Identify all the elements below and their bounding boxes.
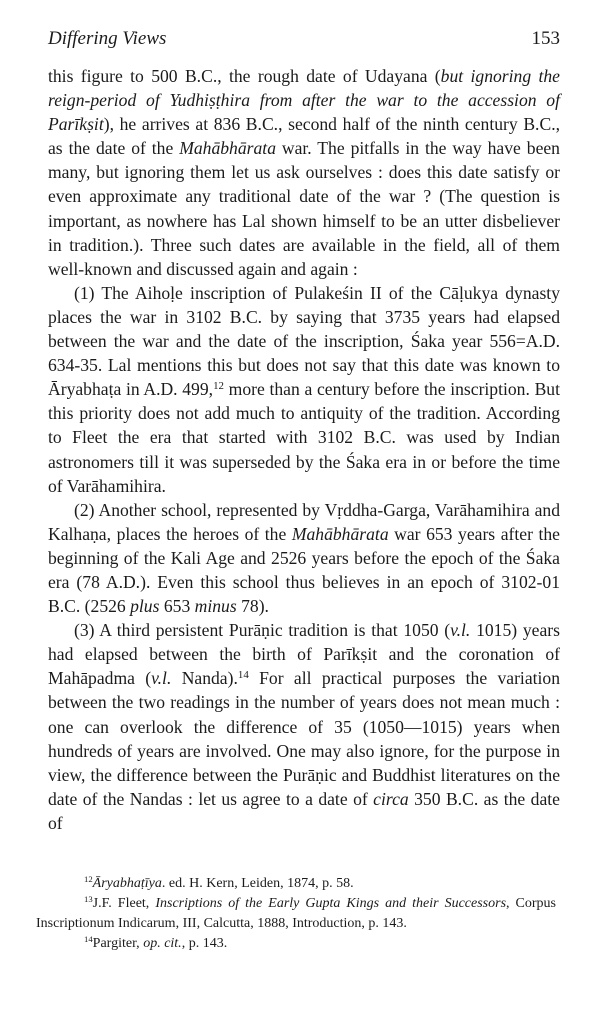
footnote bbox=[36, 874, 556, 894]
text-run: (1) The Aihoḷe inscription of Pulakeśin II of the Cāḷukya dynasty places the war in 3102 B.C. by saying that 3735 years had elapsed between the war and the date of the inscription, Śaka year 556=A.D. 634-35. Lal mentions this but does not say that this date was known to Āryabhaṭa in A.D. 499, bbox=[48, 282, 560, 400]
italic-text: v.l. bbox=[151, 668, 172, 689]
text-run: 350 B.C. as the date of bbox=[48, 788, 560, 833]
italic-text: Inscriptions of the Early Gupta Kings and their Successors bbox=[155, 896, 507, 911]
text-run: war 653 years after the beginning of the Kali Age and 2526 years before the epoch of the Śaka era (78 A.D.). Even this school thus believes in an epoch of 3102-01 B.C. (2526 bbox=[48, 523, 560, 617]
paragraph bbox=[48, 618, 560, 835]
text-run: 78). bbox=[236, 596, 269, 617]
italic-text: but ignoring the reign-period of Yudhiṣṭhira from after the war to the accession of Parīkṣit bbox=[48, 66, 560, 135]
italic-text: Mahābhārata bbox=[179, 138, 276, 159]
text-run: J.F. Fleet, bbox=[92, 896, 156, 911]
page-number: 153 bbox=[531, 28, 560, 49]
text-run: more than a century before the inscription. But this priority does not add much to antiquity of the tradition. According to Fleet the era that started with 3102 B.C. was used by Indian astronomers till it was superseded by the Śaka era in or before the time of Varāhamihira. bbox=[48, 379, 560, 496]
text-run: , p. 143. bbox=[181, 936, 228, 951]
italic-text: minus bbox=[194, 596, 237, 617]
page-header bbox=[48, 24, 560, 52]
footnotes bbox=[36, 874, 556, 954]
note-marker: 14 bbox=[84, 934, 93, 945]
paragraph bbox=[48, 281, 560, 498]
text-run: , Corpus Inscriptionum Indicarum, III, Calcutta, 1888, Introduction, p. 143. bbox=[36, 896, 556, 931]
text-run: Pargiter, bbox=[92, 936, 144, 951]
text-run: ), he arrives at 836 B.C., second half of the ninth century B.C., as the date of the bbox=[48, 114, 560, 159]
note-marker: 14 bbox=[237, 669, 249, 682]
footnote bbox=[36, 934, 556, 954]
italic-text: v.l. bbox=[450, 620, 471, 641]
italic-text: circa bbox=[373, 788, 409, 809]
text-run: Nanda). bbox=[171, 668, 238, 689]
text-run: . ed. H. Kern, Leiden, 1874, p. 58. bbox=[161, 876, 354, 891]
text-run: For all practical purposes the variation between the two readings in the number of years does not mean much : one can overlook the difference of 35 (1050—1015) years when hundreds of years are involved. One may also ignore, for the purpose in view, the difference between the Purāṇic and Buddhist literatures on the date of the Nandas : let us agree to a date of bbox=[48, 668, 561, 809]
text-run: (3) A third persistent Purāṇic tradition is that 1050 ( bbox=[74, 620, 451, 641]
note-marker: 12 bbox=[213, 380, 224, 393]
note-marker: 12 bbox=[84, 874, 93, 885]
note-marker: 13 bbox=[84, 894, 93, 905]
italic-text: Āryabhaṭīya bbox=[92, 876, 162, 891]
text-run: 1015) years had elapsed between the birth of Parīkṣit and the coronation of Mahāpadma ( bbox=[48, 620, 560, 689]
text-run: war. The pitfalls in the way have been many, but ignoring them let us ask ourselves : does this date satisfy or even approximate any traditional date of the war ? (The question is important, as nowhere has Lal shown himself to be an utter disbeliever in tradition.). Three such dates are available in the field, all of them well-known and discussed again and again : bbox=[48, 138, 560, 279]
text-run: 653 bbox=[159, 596, 195, 617]
running-head: Differing Views bbox=[48, 28, 167, 49]
footnote bbox=[36, 894, 556, 934]
italic-text: op. cit. bbox=[143, 936, 182, 951]
body-text bbox=[48, 64, 560, 835]
paragraph bbox=[48, 64, 560, 281]
text-run: (2) Another school, represented by Vṛddha-Garga, Varāhamihira and Kalhaṇa, places the heroes of the bbox=[48, 499, 560, 544]
italic-text: plus bbox=[130, 596, 160, 617]
paragraph bbox=[48, 498, 560, 618]
text-run: this figure to 500 B.C., the rough date of Udayana ( bbox=[48, 66, 441, 86]
italic-text: Mahābhārata bbox=[291, 523, 389, 544]
